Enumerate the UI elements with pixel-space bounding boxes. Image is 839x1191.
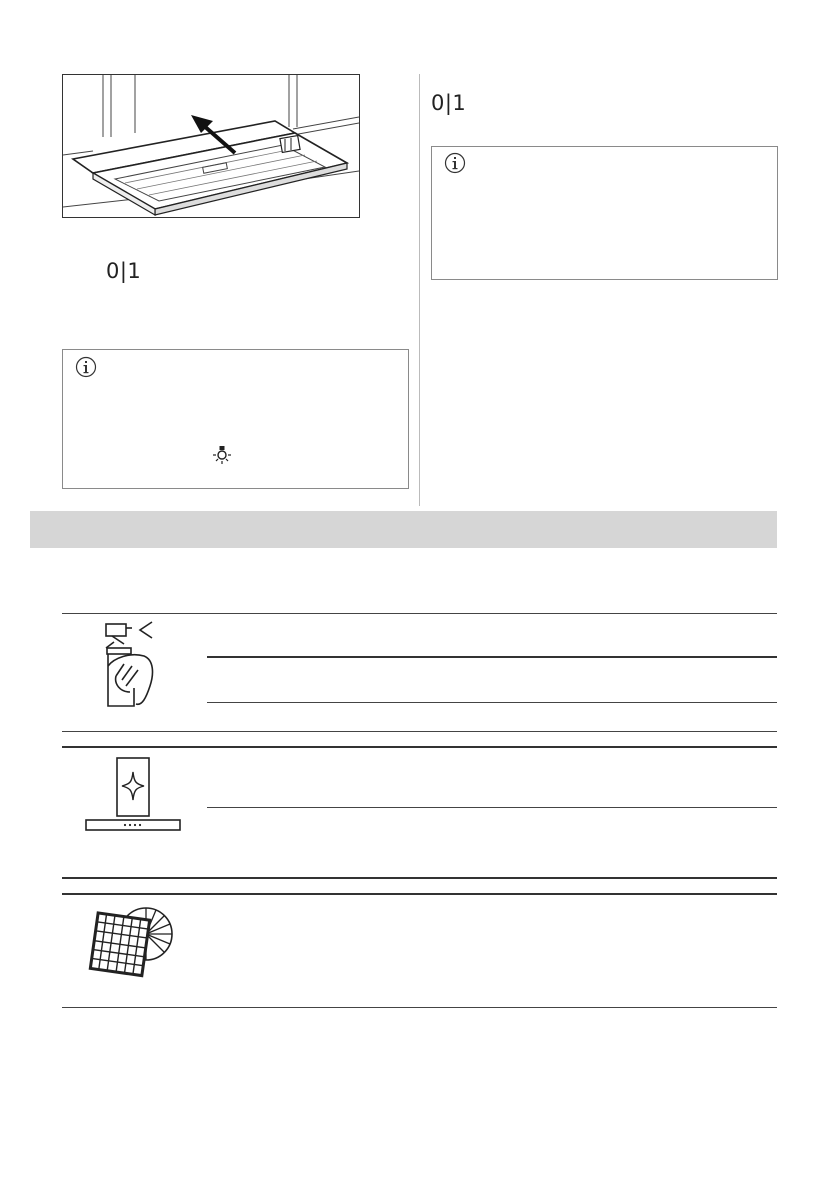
row2-inner-rule [207, 807, 777, 808]
info-icon [75, 356, 97, 378]
grease-and-carbon-filter-icon [80, 900, 176, 984]
hood-shine-icon [84, 756, 182, 832]
column-divider [419, 74, 420, 506]
row1-inner-rule-a [207, 656, 777, 658]
switch-symbol-left: 0|1 [106, 259, 142, 283]
row1-inner-rule-b [207, 702, 777, 703]
extractor-hood-slide-out-icon [63, 75, 359, 217]
row3-bottom-rule [62, 1007, 777, 1008]
row3-top-rule [62, 893, 777, 895]
row2-top-rule [62, 746, 777, 748]
row2-bottom-rule [62, 877, 777, 879]
info-box-left [62, 349, 409, 489]
switch-symbol-right: 0|1 [431, 91, 467, 115]
row1-bottom-rule [62, 731, 777, 732]
info-icon [444, 152, 466, 174]
spray-cleaning-icon [94, 618, 166, 710]
light-bulb-icon [211, 444, 233, 466]
section-heading-band [30, 511, 777, 548]
table-top-rule [62, 613, 777, 614]
info-box-right [431, 146, 778, 280]
hood-illustration [62, 74, 360, 218]
